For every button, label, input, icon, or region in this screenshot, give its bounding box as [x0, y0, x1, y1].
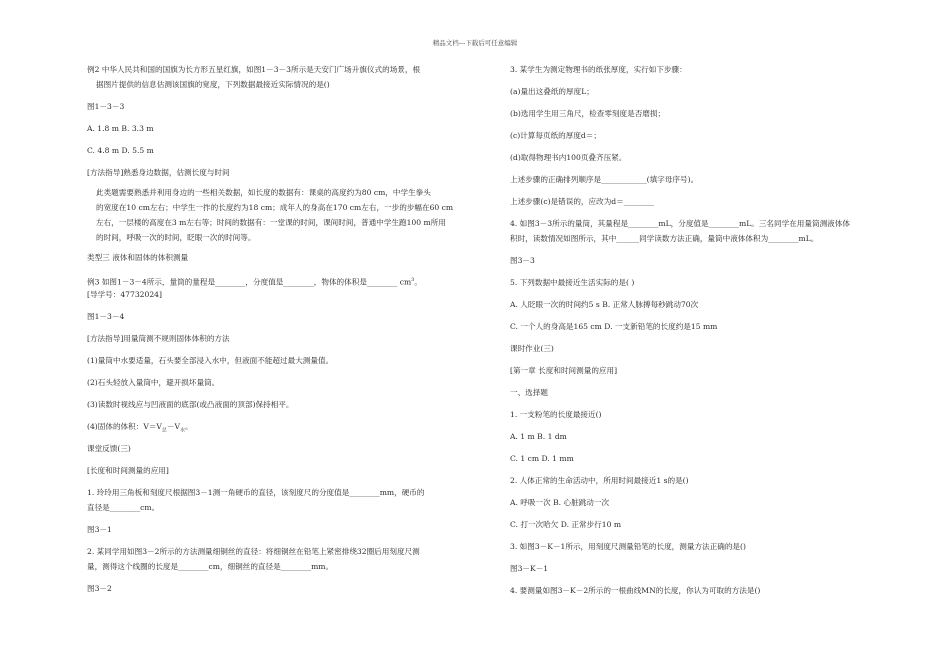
method-text-line3: 左右，一层楼的高度在3 m左右等；时间的数据有：一堂课的时间，课间时间，普通中学生跑100 m所用 [96, 218, 446, 227]
step-3: (3)读数时视线应与凹液面的底部(或凸液面的顶部)保持相平。 [87, 400, 294, 409]
step-4-minus: －V [166, 422, 180, 431]
example3-guide-number: [导学号：47732024] [87, 290, 162, 299]
example3-period: 。 [414, 277, 422, 287]
choice-cd: C. 4.8 m D. 5.5 m [87, 146, 154, 155]
section-multiple-choice: 一、选择题 [510, 388, 548, 397]
hw-question1-choice-cd: C. 1 cm D. 1 mm [510, 454, 574, 463]
page-header: 精品文档---下载后可任意编辑 [432, 39, 518, 47]
figure-caption-1-3-3: 图1－3－3 [87, 102, 125, 111]
step-2: (2)石头轻放入量筒中，避开损坏量筒。 [87, 378, 220, 387]
step-4-end: 。 [185, 422, 193, 431]
feedback-heading: 课堂反馈(三) [87, 444, 131, 453]
example3-line1 [87, 275, 422, 288]
step-4-text: (4)固体的体积：V＝V [87, 422, 162, 431]
question5-choice-cd: C. 一个人的身高是165 cm D. 一支新铅笔的长度约是15 mm [510, 322, 718, 331]
example3-text: 例3 如图1－3－4所示，量筒的量程是________，分度值是________，物体的体积是________ cm [87, 277, 412, 287]
figure-caption-3-2: 图3－2 [87, 584, 112, 593]
question3-line1: 3. 某学生为测定物理书的纸张厚度，实行如下步骤： [510, 65, 687, 74]
question2-line2: 量，测得这个线圈的长度是________cm，细铜丝的直径是________mm。 [87, 562, 334, 571]
question4-line2: 积时，读数情况如图所示，其中______同学读数方法正确，量筒中液体体积为________mL。 [510, 234, 819, 243]
question3-step-d: (d)取得物理书内100页叠齐压紧。 [510, 153, 627, 162]
question4-line1: 4. 如图3－3所示的量筒，其量程是________mL，分度值是________mL。三名同学在用量筒测液体体 [510, 219, 850, 228]
question5-choice-ab: A. 人眨眼一次的时间约5 s B. 正常人脉搏每秒跳动70次 [510, 300, 699, 309]
example2-line2: 据图片提供的信息估测该国旗的宽度，下列数据最接近实际情况的是() [96, 80, 330, 89]
question3-correction: 上述步骤(c)是错误的，应改为d＝________ [510, 197, 655, 206]
figure-caption-3-3: 图3－3 [510, 256, 535, 265]
feedback-subheading: [长度和时间测量的应用] [87, 466, 169, 475]
hw-question2-choice-cd: C. 打一次哈欠 D. 正常步行10 m [510, 520, 622, 529]
hw-question2-choice-ab: A. 呼吸一次 B. 心脏跳动一次 [510, 498, 610, 507]
method-text-line4: 的时间，呼吸一次的时间，眨眼一次的时间等。 [96, 233, 256, 242]
figure-caption-1-3-4: 图1－3－4 [87, 312, 125, 321]
question1-line1: 1. 玲玲用三角板和刻度尺根据图3－1测一角硬币的直径，该刻度尺的分度值是________mm，硬币的 [87, 488, 425, 497]
method-guide-heading: [方法指导]熟悉身边数据，估测长度与时间 [87, 168, 230, 177]
hw-question1: 1. 一支粉笔的长度最接近() [510, 410, 602, 419]
question1-line2: 直径是________cm。 [87, 503, 160, 512]
step-1: (1)量筒中水要适量，石头要全部浸入水中，但液面不能超过最大测量值。 [87, 356, 334, 365]
method-text-line2: 的宽度在10 cm左右；中学生一拃的长度约为18 cm；成年人的身高在170 cm左右，一步的步幅在60 cm [96, 203, 454, 212]
chapter-heading: [第一章 长度和时间测量的应用] [510, 366, 618, 375]
hw-question3: 3. 如图3－K－1所示，用刻度尺测量铅笔的长度，测量方法正确的是() [510, 542, 746, 551]
question5: 5. 下列数据中最接近生活实际的是( ) [510, 278, 635, 287]
question3-step-c: (c)计算每页纸的厚度d＝； [510, 131, 601, 140]
hw-question1-choice-ab: A. 1 m B. 1 dm [510, 432, 567, 441]
method-guide-heading-2: [方法指导]用量筒测不规则固体体积的方法 [87, 334, 230, 343]
question3-step-a: (a)量出这叠纸的厚度L； [510, 87, 594, 96]
hw-question2: 2. 人体正常的生命活动中，所用时间最接近1 s的是() [510, 476, 689, 485]
example3-unit-superscript: 3 [411, 277, 415, 283]
type3-heading: 类型三 液体和固体的体积测量 [87, 253, 189, 262]
method-text-line1: 此类题需要熟悉并利用身边的一些相关数据，如长度的数据有：课桌的高度约为80 cm，中学生拳头 [96, 188, 431, 197]
step-4-sub-total: 总 [161, 427, 167, 434]
choice-ab: A. 1.8 m B. 3.3 m [87, 124, 154, 133]
figure-caption-3-k-1: 图3－K－1 [510, 564, 549, 573]
figure-caption-3-1: 图3－1 [87, 525, 112, 534]
hw-question4: 4. 要测量如图3－K－2所示的一根曲线MN的长度，你认为可取的方法是() [510, 586, 761, 595]
step-4-sub-water: 水 [179, 427, 185, 434]
question3-order: 上述步骤的正确排列顺序是____________(填字母序号)。 [510, 175, 699, 184]
example2-line1: 例2 中华人民共和国的国旗为长方形五星红旗，如图1－3－3所示是天安门广场升旗仪式的场景，根 [87, 65, 421, 74]
homework-heading: 课时作业(三) [510, 344, 554, 353]
question2-line1: 2. 某同学用如图3－2所示的方法测量细铜丝的直径：将细铜丝在铅笔上紧密排绕32圈后用刻度尺测 [87, 547, 420, 556]
step-4 [87, 422, 193, 436]
question3-step-b: (b)选用学生用三角尺，检查零刻度是否磨损； [510, 109, 666, 118]
